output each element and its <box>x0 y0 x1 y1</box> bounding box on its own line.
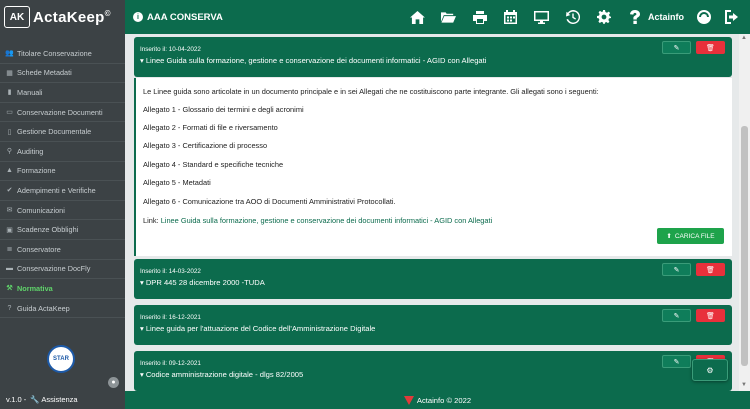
insert-date: Inserito il: 09-12-2021 <box>140 360 201 367</box>
book-icon: ▮ <box>7 89 12 97</box>
history-icon[interactable] <box>557 0 588 34</box>
graduation-cap-icon: ▲ <box>6 167 13 175</box>
sidebar-item-titolare[interactable]: 👥 Titolare Conservazione <box>0 44 125 64</box>
trash-icon: 🗑 <box>706 312 715 320</box>
archive-icon: ▭ <box>6 109 13 117</box>
sidebar-item-conservazione-documenti[interactable]: ▭ Conservazione Documenti <box>0 103 125 123</box>
insert-date: Inserito il: 14-03-2022 <box>140 268 201 275</box>
sidebar-item-formazione[interactable]: ▲ Formazione <box>0 162 125 182</box>
dashboard-icon[interactable] <box>696 9 712 27</box>
box-icon: ▬ <box>6 265 13 273</box>
star-badge: STAR <box>47 345 75 373</box>
sidebar-item-comunicazioni[interactable]: ✉ Comunicazioni <box>0 201 125 221</box>
edit-icon: ✎ <box>673 266 680 274</box>
delete-button[interactable] <box>696 41 725 54</box>
user-label[interactable]: Actainfo <box>648 12 684 22</box>
question-icon[interactable] <box>619 0 650 34</box>
folder-icon: ▯ <box>7 128 12 136</box>
sidebar-item-schede[interactable]: ▦ Schede Metadati <box>0 64 125 84</box>
question-icon: ? <box>7 304 12 312</box>
detail-link-row: Link: Linee Guida sulla formazione, gestione e conservazione dei documenti informatici - AGID con Allegati <box>143 216 493 225</box>
topbar <box>125 0 750 34</box>
upload-icon: ⬆ <box>666 233 672 240</box>
main-content <box>125 34 739 391</box>
sidebar-item-guida[interactable]: ? Guida ActaKeep <box>0 299 125 319</box>
card-title-toggle[interactable]: ▾ Codice amministrazione digitale - dlgs 82/2005 <box>140 370 304 379</box>
sidebar-item-manuali[interactable]: ▮ Manuali <box>0 83 125 103</box>
folder-open-icon[interactable] <box>433 0 464 34</box>
gear-icon[interactable] <box>588 0 619 34</box>
main-scrollbar[interactable] <box>739 34 750 391</box>
edit-icon: ✎ <box>673 44 680 52</box>
logo-text: ActaKeep© <box>33 8 111 26</box>
trash-icon: 🗑 <box>706 266 715 274</box>
scrollbar-thumb[interactable] <box>741 126 748 366</box>
logo-mark: AK <box>4 6 30 28</box>
allegato-item: Allegato 5 - Metadati <box>143 178 211 187</box>
company-title: i AAA CONSERVA <box>125 12 223 23</box>
delete-button[interactable] <box>696 309 725 322</box>
insert-date: Inserito il: 16-12-2021 <box>140 314 201 321</box>
insert-date: Inserito il: 10-04-2022 <box>140 46 201 53</box>
search-icon: ⚲ <box>6 148 13 156</box>
calendar-icon[interactable] <box>495 0 526 34</box>
edit-icon: ✎ <box>673 312 680 320</box>
allegato-item: Allegato 4 - Standard e specifiche tecniche <box>143 160 284 169</box>
actainfo-logo-icon <box>404 396 414 405</box>
home-icon[interactable] <box>402 0 433 34</box>
card-title-toggle[interactable]: ▾ DPR 445 28 dicembre 2000 -TUDA <box>140 278 265 287</box>
sidebar-nav <box>0 44 125 318</box>
normativa-card <box>134 305 732 345</box>
settings-fab[interactable] <box>692 359 728 381</box>
upload-file-button[interactable]: ⬆ CARICA FILE <box>657 228 724 244</box>
scroll-down-icon[interactable]: ▼ <box>741 382 747 388</box>
sidebar <box>0 0 125 409</box>
allegato-item: Allegato 3 - Certificazione di processo <box>143 141 268 150</box>
logo[interactable] <box>0 0 125 34</box>
edit-button[interactable] <box>662 263 691 276</box>
info-icon: i <box>133 12 143 22</box>
users-icon: 👥 <box>5 50 14 58</box>
caret-down-icon: ▾ <box>140 324 144 333</box>
allegato-item: Allegato 1 - Glossario dei termini e degli acronimi <box>143 105 304 114</box>
server-icon: ≣ <box>6 246 13 254</box>
sidebar-item-adempimenti[interactable]: ✔ Adempimenti e Verifiche <box>0 181 125 201</box>
monitor-icon[interactable] <box>526 0 557 34</box>
sidebar-item-docfly[interactable]: ▬ Conservazione DocFly <box>0 260 125 280</box>
allegato-item: Allegato 2 - Formati di file e riversamento <box>143 123 278 132</box>
scroll-up-icon[interactable]: ▲ <box>741 35 747 41</box>
sidebar-footer <box>6 395 78 404</box>
check-icon: ✔ <box>6 187 13 195</box>
circle-icon: ● <box>111 379 116 386</box>
assistance-link[interactable]: 🔧 Assistenza <box>30 395 78 404</box>
sidebar-item-normativa[interactable]: ⚒ Normativa <box>0 279 125 299</box>
normativa-card <box>134 37 732 77</box>
caret-down-icon: ▾ <box>140 370 144 379</box>
caret-down-icon: ▾ <box>140 56 144 65</box>
sidebar-item-auditing[interactable]: ⚲ Auditing <box>0 142 125 162</box>
document-link[interactable]: Linee Guida sulla formazione, gestione e conservazione dei documenti informatici - AGID con Allegati <box>160 216 493 225</box>
table-icon: ▦ <box>6 69 13 77</box>
footer-bar <box>125 391 750 409</box>
allegato-item: Allegato 6 - Comunicazione tra AOO di Documenti Amministrativi Protocollati. <box>143 197 396 206</box>
cog-icon: ⚙ <box>706 365 714 375</box>
caret-down-icon: ▾ <box>140 278 144 287</box>
topbar-icons <box>402 0 650 34</box>
delete-button[interactable] <box>696 263 725 276</box>
version-label: v.1.0 - <box>6 395 27 404</box>
edit-button[interactable] <box>662 309 691 322</box>
trash-icon: 🗑 <box>706 44 715 52</box>
wrench-icon: 🔧 <box>30 395 40 404</box>
edit-icon: ✎ <box>673 358 680 366</box>
calendar-icon: ▣ <box>6 226 13 234</box>
collapse-sidebar-button[interactable] <box>108 377 119 388</box>
normativa-card <box>134 351 732 391</box>
logout-icon[interactable] <box>725 10 740 26</box>
sidebar-item-conservatore[interactable]: ≣ Conservatore <box>0 240 125 260</box>
edit-button[interactable] <box>662 41 691 54</box>
print-icon[interactable] <box>464 0 495 34</box>
gavel-icon: ⚒ <box>6 285 13 293</box>
card-title-toggle[interactable]: ▾ Linee guida per l'attuazione del Codice dell'Amministrazione Digitale <box>140 324 376 333</box>
footer-text: Actainfo © 2022 <box>416 395 472 405</box>
envelope-icon: ✉ <box>6 207 13 215</box>
card-detail-panel <box>134 78 732 256</box>
edit-button[interactable] <box>662 355 691 368</box>
sidebar-item-gestione[interactable]: ▯ Gestione Documentale <box>0 122 125 142</box>
card-title-toggle[interactable]: ▾ Linee Guida sulla formazione, gestione e conservazione dei documenti informatici - AGID con Allegati <box>140 56 487 65</box>
sidebar-item-scadenze[interactable]: ▣ Scadenze Obblighi <box>0 220 125 240</box>
detail-intro: Le Linee guida sono articolate in un documento principale e in sei Allegati che ne costituiscono parte integrante. Gli allegati sono i seguenti: <box>143 87 599 96</box>
normativa-card <box>134 259 732 299</box>
